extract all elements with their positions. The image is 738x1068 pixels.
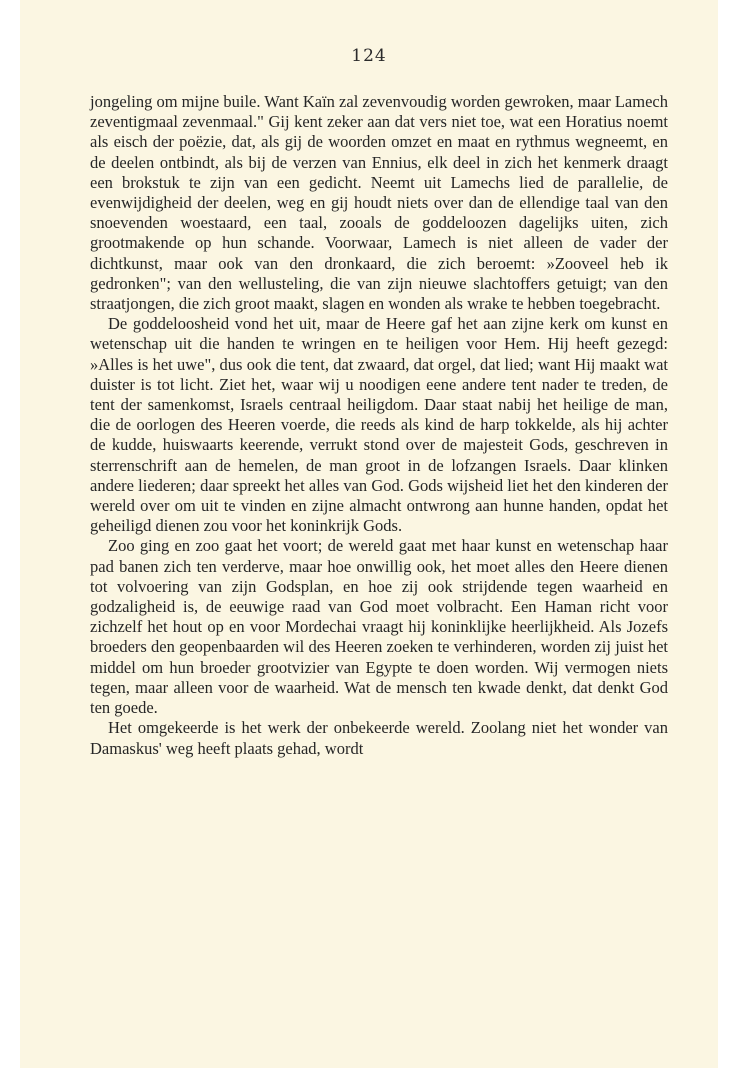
body-text [90, 92, 668, 759]
page-number: 124 [351, 46, 387, 66]
paragraph: Het omgekeerde is het werk der onbekeerde wereld. Zoolang niet het wonder van Damaskus' weg heeft plaats gehad, wordt [90, 718, 668, 758]
paragraph: Zoo ging en zoo gaat het voort; de wereld gaat met haar kunst en wetenschap haar pad banen zich ten verderve, maar hoe onwillig ook, het moet alles den Heere dienen tot volvoering van zijn Godsplan, en hoe zij ook strijdende tegen waarheid en godzaligheid is, de eeuwige raad van God moet volbracht. Een Haman richt voor zichzelf het hout op en voor Mordechai vraagt hij koninklijke heerlijkheid. Als Jozefs broeders den geopenbaarden wil des Heeren zoeken te verhinderen, worden zij juist het middel om hun broeder grootvizier van Egypte te doen worden. Wij vermogen niets tegen, maar alleen voor de waarheid. Wat de mensch ten kwade denkt, dat denkt God ten goede. [90, 536, 668, 718]
paragraph: De goddeloosheid vond het uit, maar de Heere gaf het aan zijne kerk om kunst en wetenschap uit die handen te wringen en te heiligen voor Hem. Hij heeft gezegd: »Alles is het uwe", dus ook die tent, dat zwaard, dat orgel, dat lied; want Hij maakt wat duister is tot licht. Ziet het, waar wij u noodigen eene andere tent nader te treden, de tent der samenkomst, Israels centraal heiligdom. Daar staat nabij het heilige de man, die de oorlogen des Heeren voerde, die reeds als kind de harp tokkelde, als hij achter de kudde, huiswaarts keerende, verrukt stond over de majesteit Gods, geschreven in sterrenschrift aan de hemelen, de man groot in de lofzangen Israels. Daar klinken andere liederen; daar spreekt het alles van God. Gods wijsheid liet het den kinderen der wereld over om uit te vinden en zijne almacht ontwrong aan hunne handen, opdat het geheiligd dienen zou voor het koninkrijk Gods. [90, 314, 668, 536]
paragraph: jongeling om mijne buile. Want Kaïn zal zevenvoudig worden gewroken, maar Lamech zeventigmaal zevenmaal." Gij kent zeker aan dat vers niet toe, wat een Horatius noemt als eisch der poëzie, dat, als gij de woorden omzet en maat en rythmus wegneemt, en de deelen ontbindt, als bij de verzen van Ennius, elk deel in zich het kenmerk draagt een brokstuk te zijn van een gedicht. Neemt uit Lamechs lied de parallelie, de evenwijdigheid der deelen, weg en gij houdt niets over dan de ellendige taal van den snoevenden woestaard, een taal, zooals de goddeloozen dagelijks uiten, zich grootmakende op hun schande. Voorwaar, Lamech is niet alleen de vader der dichtkunst, maar ook van den dronkaard, die zich beroemt: »Zooveel heb ik gedronken"; van den wellusteling, die van zijn nieuwe slachtoffers getuigt; van den straatjongen, die zich groot maakt, slagen en wonden als wrake te hebben toegebracht. [90, 92, 668, 314]
